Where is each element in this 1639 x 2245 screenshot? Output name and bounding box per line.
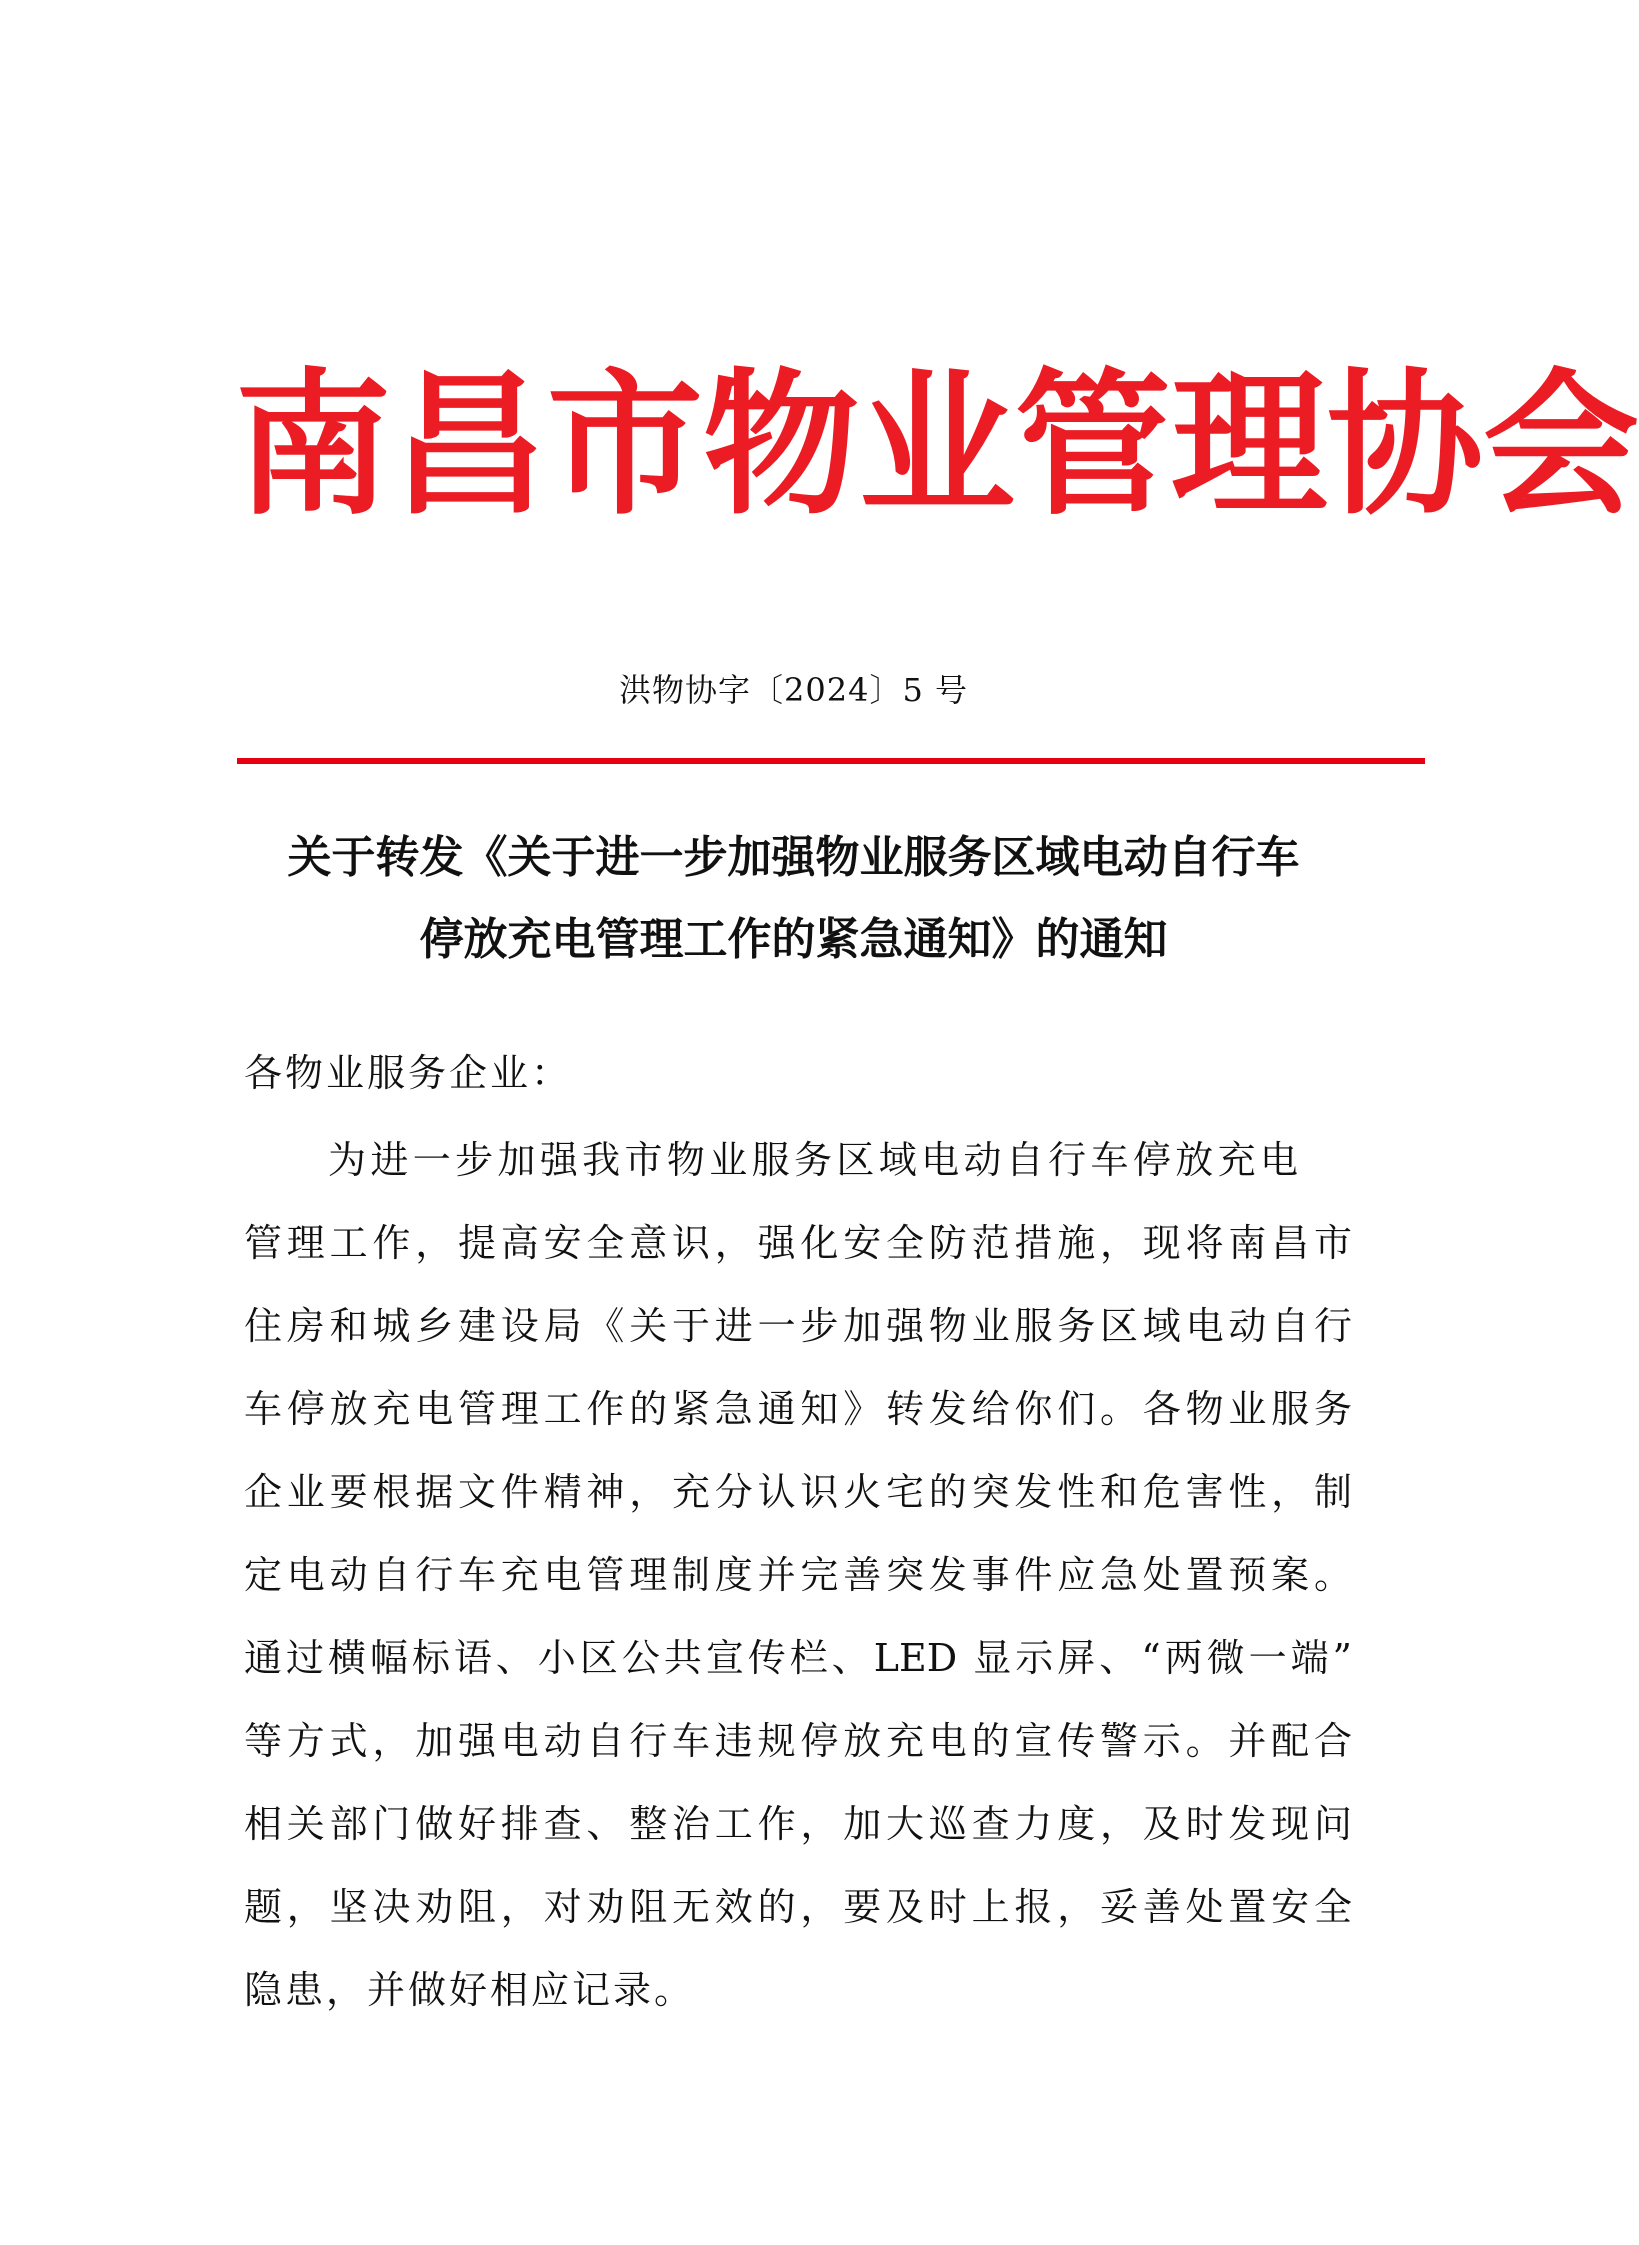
masthead-character: 会 xyxy=(1483,354,1639,536)
red-divider-line xyxy=(237,758,1425,764)
body-line: 等方式，加强电动自行车违规停放充电的宣传警示。并配合 xyxy=(244,1719,1352,1763)
notice-title-line-2: 停放充电管理工作的紧急通知》的通知 xyxy=(419,914,1168,965)
body-line: 定电动自行车充电管理制度并完善突发事件应急处置预案。 xyxy=(244,1553,1352,1597)
masthead-character: 协 xyxy=(1327,354,1483,536)
masthead-character: 市 xyxy=(547,354,703,536)
masthead-title xyxy=(235,354,1639,536)
body-line: 企业要根据文件精神，充分认识火宅的突发性和危害性，制 xyxy=(244,1470,1352,1514)
body-line: 相关部门做好排查、整治工作，加大巡查力度，及时发现问 xyxy=(244,1802,1352,1846)
body-line: 为进一步加强我市物业服务区域电动自行车停放充电 xyxy=(328,1138,1298,1182)
body-line: 车停放充电管理工作的紧急通知》转发给你们。各物业服务 xyxy=(244,1387,1352,1431)
body-line: 题，坚决劝阻，对劝阻无效的，要及时上报，妥善处置安全 xyxy=(244,1885,1352,1929)
masthead-character: 业 xyxy=(859,354,1015,536)
body-line: 通过横幅标语、小区公共宣传栏、LED 显示屏、“两微一端” xyxy=(244,1636,1352,1680)
body-line: 隐患，并做好相应记录。 xyxy=(244,1968,696,2012)
document-number: 洪物协字〔2024〕5 号 xyxy=(619,671,968,709)
masthead-character: 物 xyxy=(703,354,859,536)
masthead-character: 理 xyxy=(1171,354,1327,536)
notice-title-line-1: 关于转发《关于进一步加强物业服务区域电动自行车 xyxy=(287,832,1300,883)
masthead-character: 管 xyxy=(1015,354,1171,536)
notice-title xyxy=(200,817,1387,981)
masthead-character: 南 xyxy=(235,354,391,536)
body-line: 管理工作，提高安全意识，强化安全防范措施，现将南昌市 xyxy=(244,1221,1352,1265)
salutation: 各物业服务企业： xyxy=(244,1051,573,1095)
masthead-character: 昌 xyxy=(391,354,547,536)
body-line: 住房和城乡建设局《关于进一步加强物业服务区域电动自行 xyxy=(244,1304,1352,1348)
